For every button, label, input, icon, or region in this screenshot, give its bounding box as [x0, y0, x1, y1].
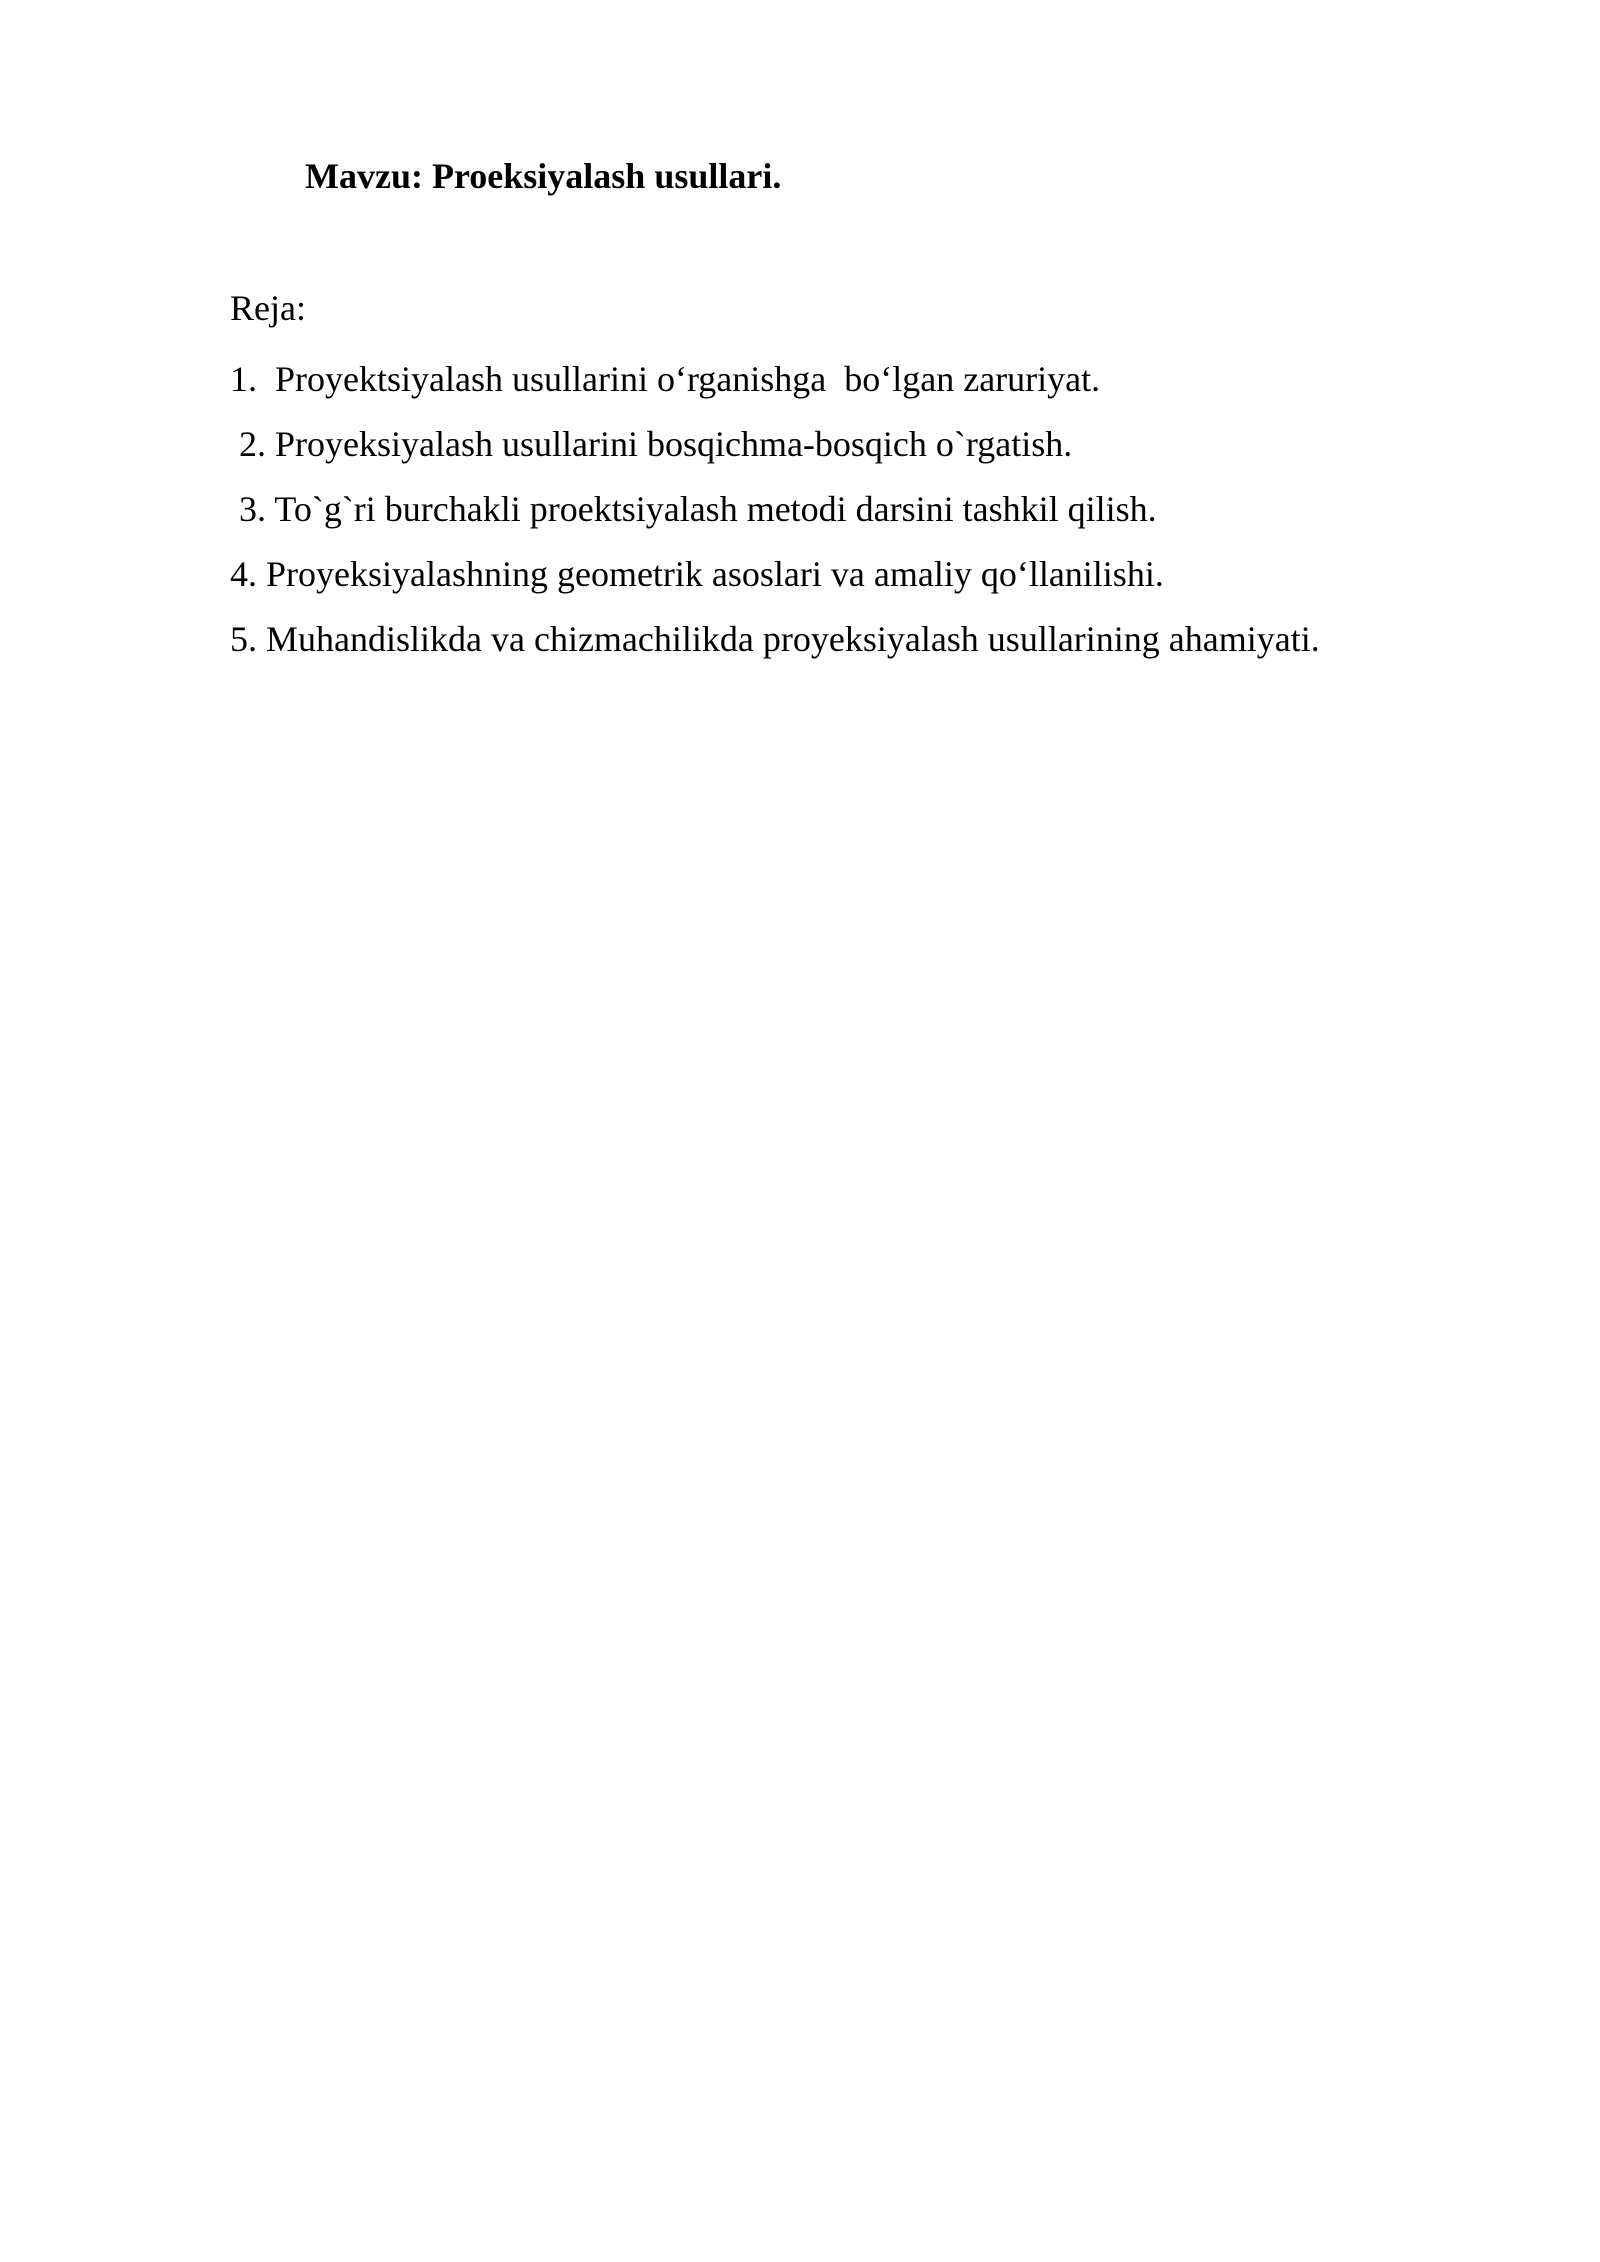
- plan-list: [230, 347, 1320, 672]
- plan-item-5: 5. Muhandislikda va chizmachilikda proyeksiyalash usullarining ahamiyati.: [230, 619, 1320, 659]
- plan-item-4: 4. Proyeksiyalashning geometrik asoslari va amaliy qo‘llanilishi.: [230, 554, 1164, 594]
- plan-item-2: 2. Proyeksiyalash usullarini bosqichma-bosqich o`rgatish.: [230, 424, 1073, 464]
- document-title: Mavzu: Proeksiyalash usullari.: [305, 156, 782, 196]
- plan-heading: Reja:: [230, 288, 306, 328]
- plan-item-1: 1. Proyektsiyalash usullarini o‘rganishga bo‘lgan zaruriyat.: [230, 359, 1101, 399]
- plan-item-3: 3. To`g`ri burchakli proektsiyalash metodi darsini tashkil qilish.: [230, 489, 1157, 529]
